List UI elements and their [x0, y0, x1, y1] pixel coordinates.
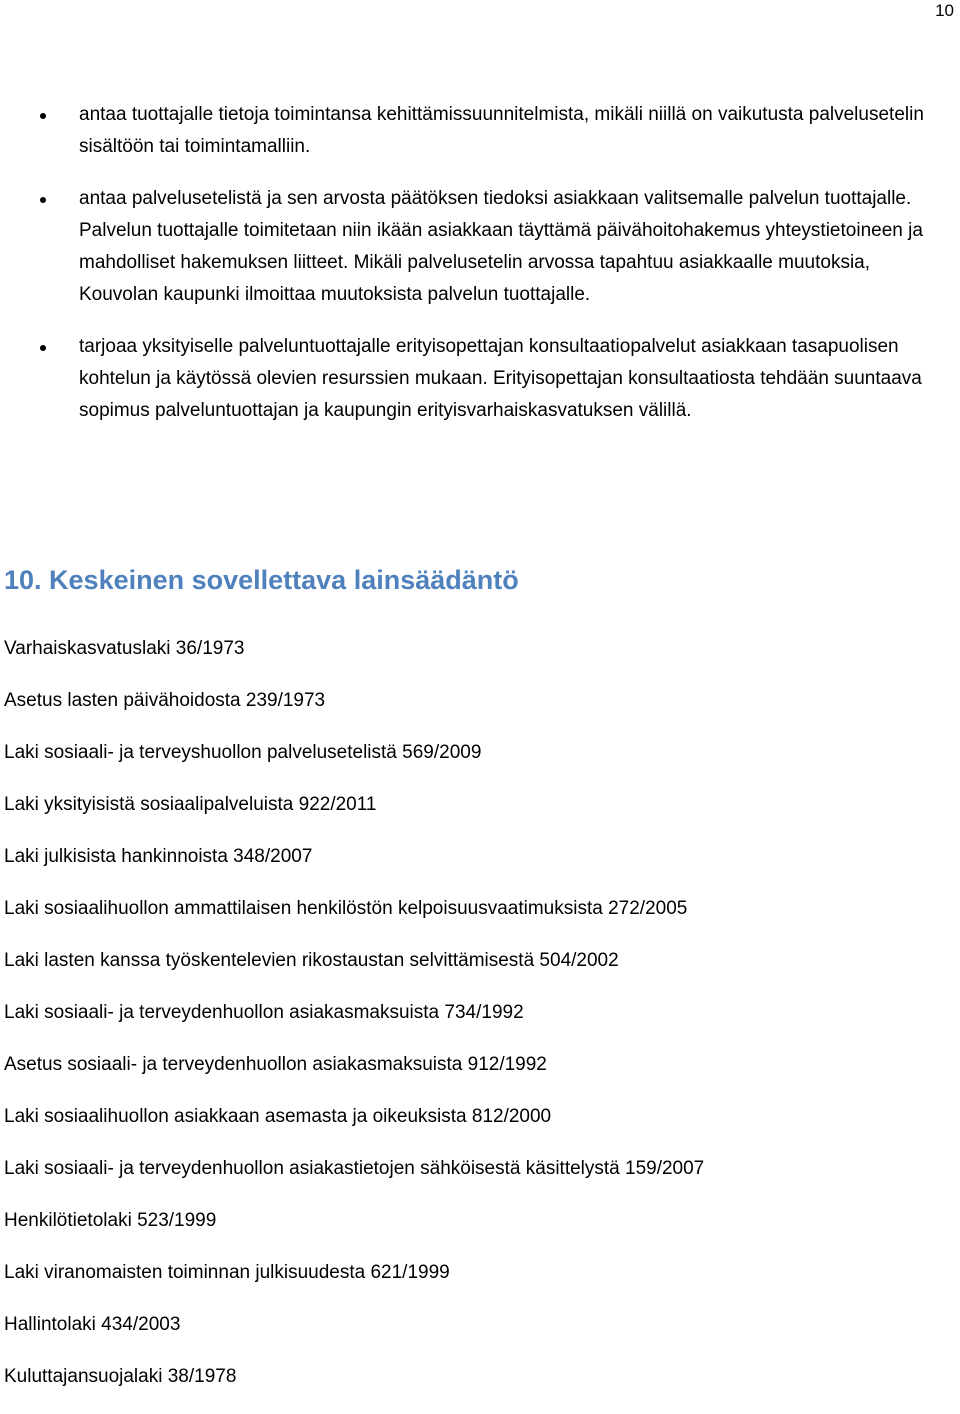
- law-item: Laki julkisista hankinnoista 348/2007: [4, 846, 313, 867]
- law-item: Hallintolaki 434/2003: [4, 1314, 181, 1335]
- law-item: Asetus sosiaali- ja terveydenhuollon asiakasmaksuista 912/1992: [4, 1054, 547, 1075]
- law-item: Asetus lasten päivähoidosta 239/1973: [4, 690, 326, 711]
- bullet-icon: [40, 113, 46, 119]
- law-item: Laki viranomaisten toiminnan julkisuudesta 621/1999: [4, 1262, 450, 1283]
- law-item: Laki yksityisistä sosiaalipalveluista 922/2011: [4, 794, 377, 815]
- bullet-list: [0, 99, 960, 447]
- bullet-text: antaa tuottajalle tietoja toimintansa kehittämissuunnitelmista, mikäli niillä on vaikutusta palvelusetelin sisältöön tai toimintamalliin.: [79, 104, 924, 157]
- law-item: Kuluttajansuojalaki 38/1978: [4, 1366, 237, 1387]
- bullet-text: tarjoaa yksityiselle palveluntuottajalle erityisopettajan konsultaatiopalvelut asiakkaan tasapuolisen kohtelun ja käytössä olevien resurssien mukaan. Erityisopettajan konsultaatiosta tehdään suuntaava sopimus palveluntuottajan ja kaupungin erityisvarhaiskasvatuksen välillä.: [79, 336, 922, 421]
- law-item: Henkilötietolaki 523/1999: [4, 1210, 217, 1231]
- law-item: Varhaiskasvatuslaki 36/1973: [4, 638, 245, 659]
- law-item: Laki sosiaalihuollon ammattilaisen henkilöstön kelpoisuusvaatimuksista 272/2005: [4, 898, 688, 919]
- bullet-text: antaa palvelusetelistä ja sen arvosta päätöksen tiedoksi asiakkaan valitsemalle palvelun tuottajalle. Palvelun tuottajalle toimitetaan niin ikään asiakkaan täyttämä päivähoitohakemus yhteystietoineen ja mahdolliset hakemuksen liitteet. Mikäli palvelusetelin arvossa tapahtuu asiakkaalle muutoksia, Kouvolan kaupunki ilmoittaa muutoksista palvelun tuottajalle.: [79, 188, 923, 305]
- law-item: Laki sosiaali- ja terveydenhuollon asiakasmaksuista 734/1992: [4, 1002, 524, 1023]
- law-list: [4, 634, 704, 1414]
- law-item: Laki sosiaali- ja terveydenhuollon asiakastietojen sähköisestä käsittelystä 159/2007: [4, 1158, 705, 1179]
- law-item: Laki sosiaalihuollon asiakkaan asemasta ja oikeuksista 812/2000: [4, 1106, 552, 1127]
- page-number: 10: [935, 1, 954, 20]
- bullet-item: [0, 183, 960, 311]
- bullet-icon: [40, 345, 46, 351]
- bullet-item: [0, 331, 960, 427]
- section-heading: 10. Keskeinen sovellettava lainsäädäntö: [4, 565, 519, 595]
- bullet-item: [0, 99, 960, 163]
- law-item: Laki sosiaali- ja terveyshuollon palvelusetelistä 569/2009: [4, 742, 482, 763]
- law-item: Laki lasten kanssa työskentelevien rikostaustan selvittämisestä 504/2002: [4, 950, 619, 971]
- bullet-icon: [40, 197, 46, 203]
